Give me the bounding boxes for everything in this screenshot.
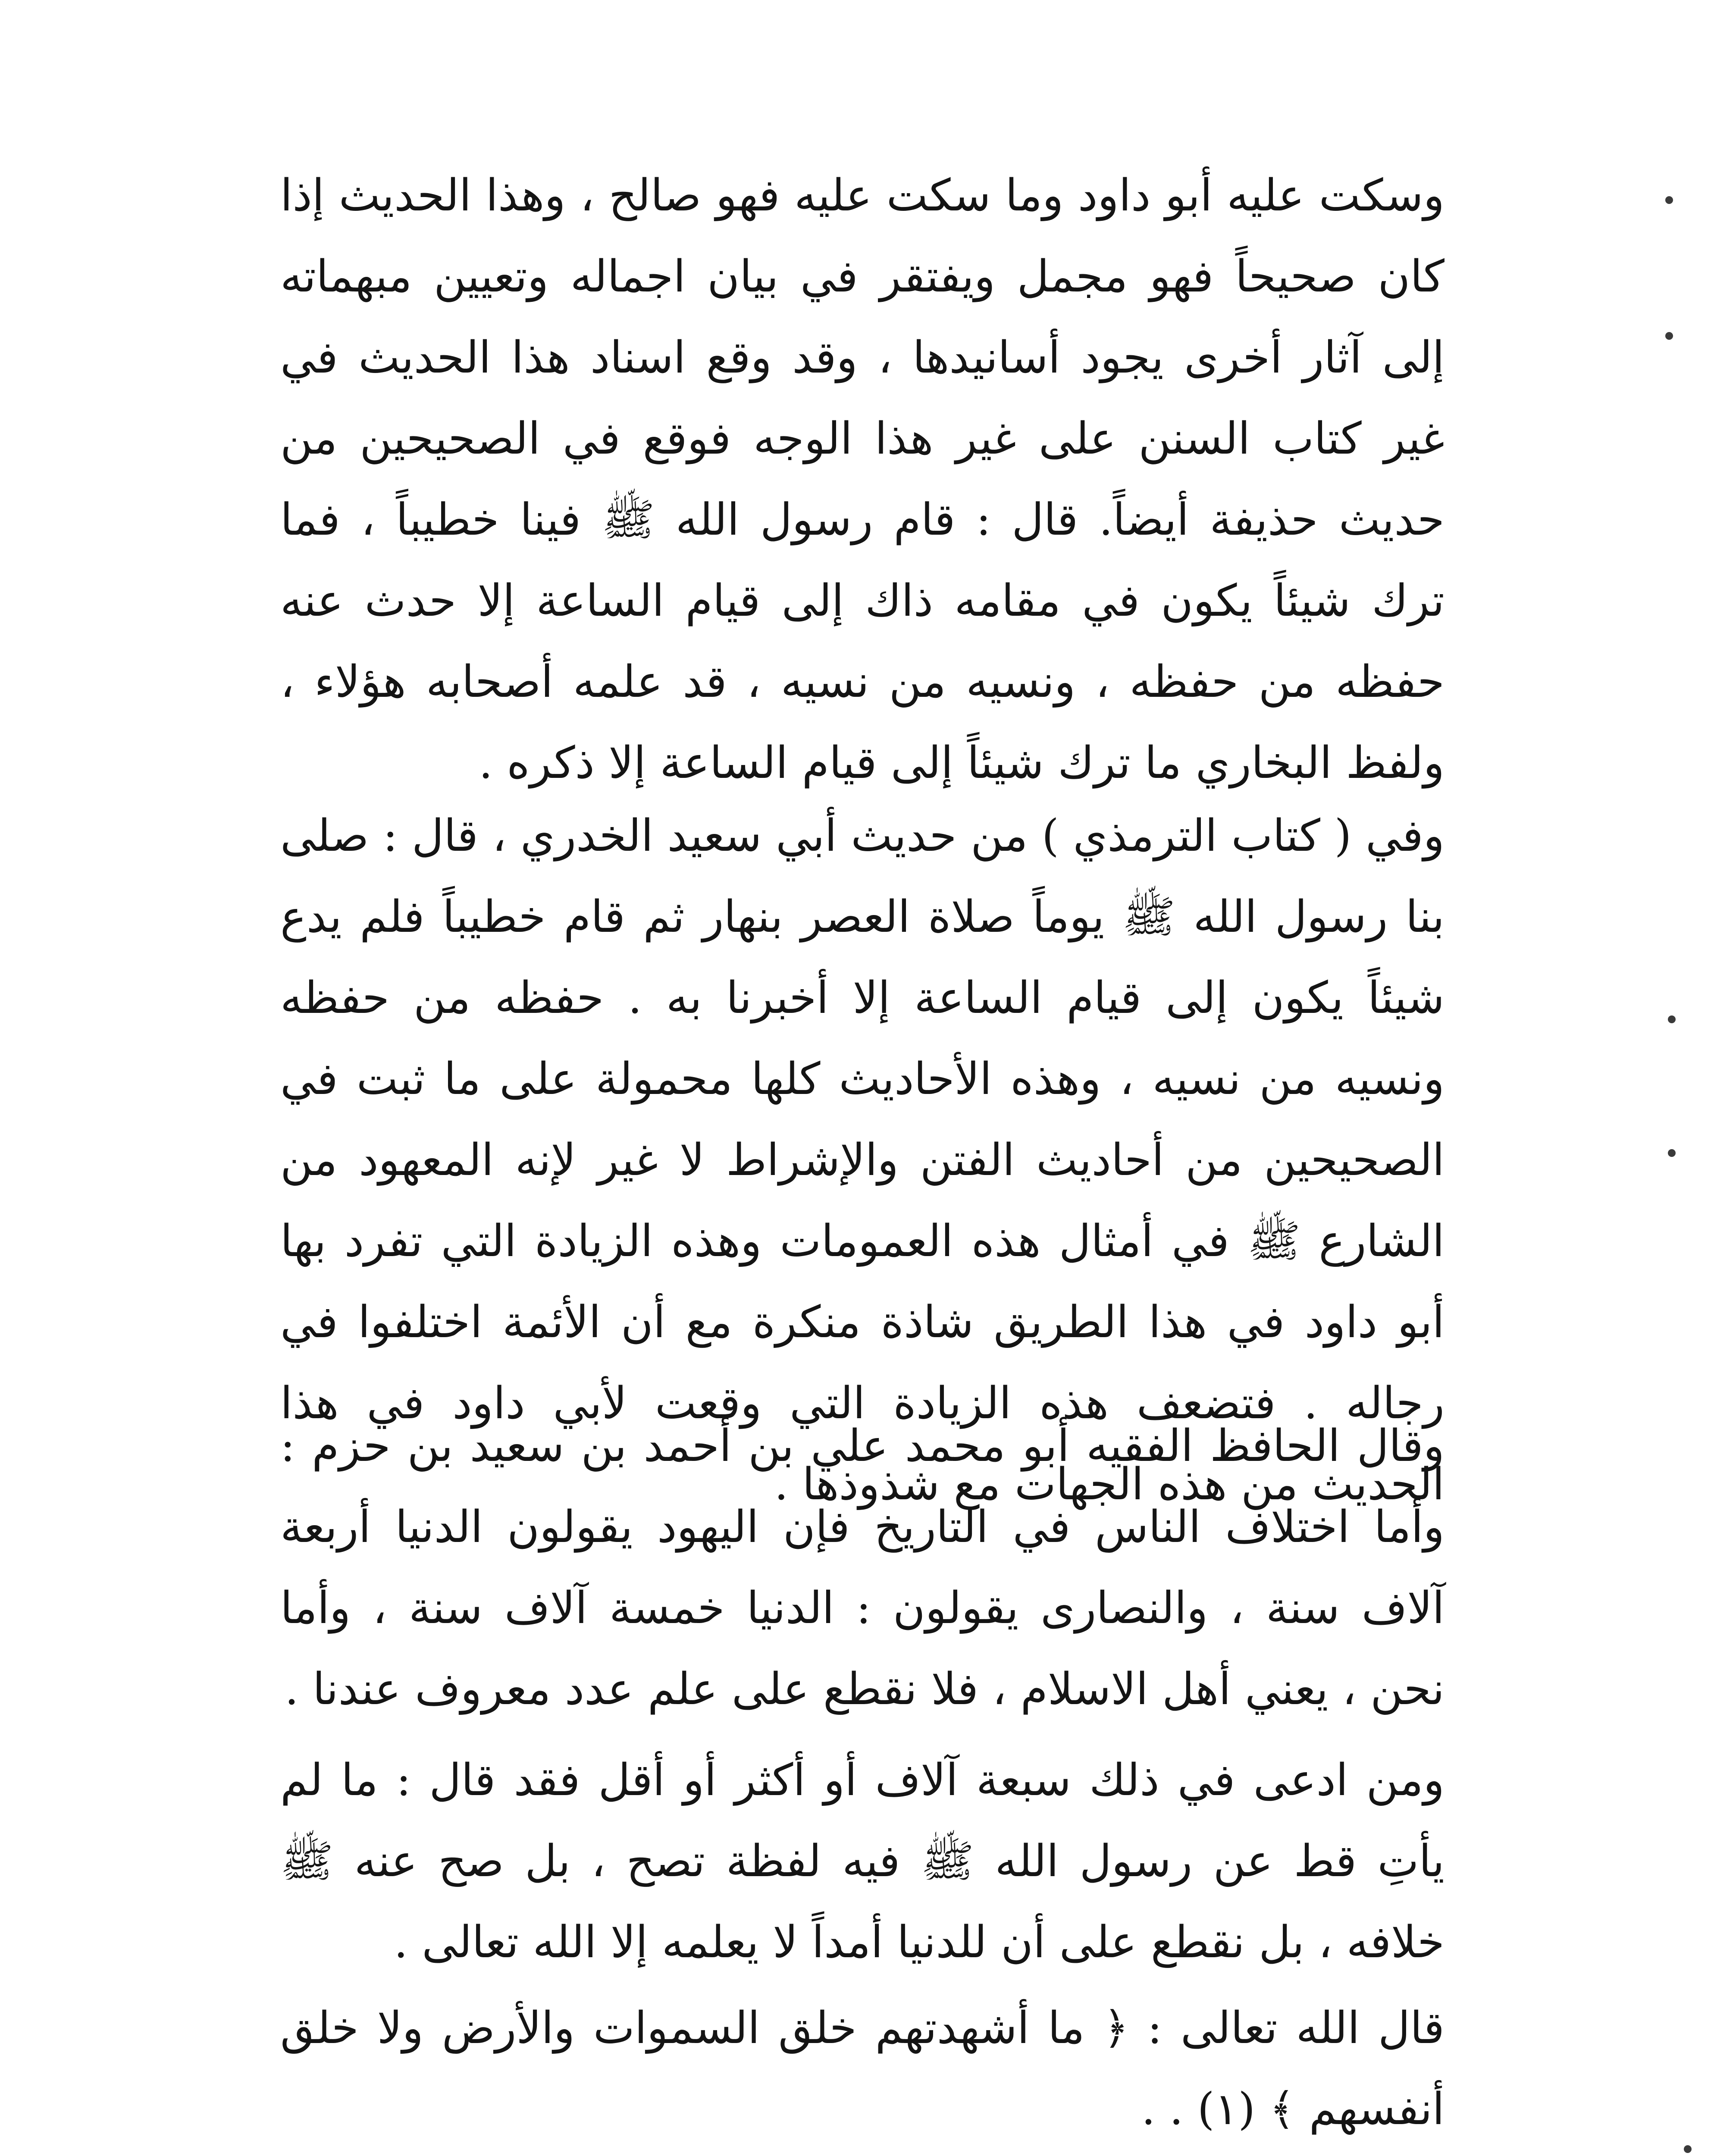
margin-speck <box>1665 196 1673 204</box>
body-paragraph-2: وفي ( كتاب الترمذي ) من حديث أبي سعيد الخدري ، قال : صلى بنا رسول الله ﷺ يوماً صلاة العصر بنهار ثم قام خطيباً فلم يدع شيئاً يكون إلى قيام الساعة إلا أخبرنا به . حفظه من حفظه ونسيه من نسيه ، وهذه الأحاديث كلها محمولة على ما ثبت في الصحيحين من أحاديث الفتن والإشراط لا غير لإنه المعهود من الشارع ﷺ في أمثال هذه العمومات وهذه الزيادة التي تفرد بها أبو داود في هذا الطريق شاذة منكرة مع أن الأئمة اختلفوا في رجاله . فتضعف هذه الزيادة التي وقعت لأبي داود في هذا الحديث من هذه الجهات مع شذوذها . <box>280 810 1445 1510</box>
body-paragraph-4: ومن ادعى في ذلك سبعة آلاف أو أكثر أو أقل فقد قال : ما لم يأتِ قط عن رسول الله ﷺ فيه لفظة تصح ، بل صح عنه ﷺ خلافه ، بل نقطع على أن للدنيا أمداً لا يعلمه إلا الله تعالى . <box>280 1755 1445 1968</box>
margin-speck <box>1668 1149 1676 1157</box>
margin-speck <box>1668 1015 1676 1023</box>
body-paragraph-1: وسكت عليه أبو داود وما سكت عليه فهو صالح ، وهذا الحديث إذا كان صحيحاً فهو مجمل ويفتقر في بيان اجماله وتعيين مبهماته إلى آثار أخرى يجود أسانيدها ، وقد وقع اسناد هذا الحديث في غير كتاب السنن على غير هذا الوجه فوقع في الصحيحين من حديث حذيفة أيضاً. قال : قام رسول الله ﷺ فينا خطيباً ، فما ترك شيئاً يكون في مقامه ذاك إلى قيام الساعة إلا حدث عنه حفظه من حفظه ، ونسيه من نسيه ، قد علمه أصحابه هؤلاء ، ولفظ البخاري ما ترك شيئاً إلى قيام الساعة إلا ذكره . <box>280 170 1445 789</box>
margin-speck <box>1684 2145 1692 2153</box>
body-paragraph-3: وقال الحافظ الفقيه أبو محمد علي بن أحمد بن سعيد بن حزم : وأما اختلاف الناس في التاريخ فإن اليهود يقولون الدنيا أربعة آلاف سنة ، والنصارى يقولون : الدنيا خمسة آلاف سنة ، وأما نحن ، يعني أهل الاسلام ، فلا نقطع على علم عدد معروف عندنا . <box>280 1420 1445 1715</box>
body-paragraph-5: قال الله تعالى : ﴿ ما أشهدتهم خلق السموات والأرض ولا خلق أنفسهم ﴾ (١) . . <box>280 2002 1445 2135</box>
margin-speck <box>1665 332 1673 340</box>
